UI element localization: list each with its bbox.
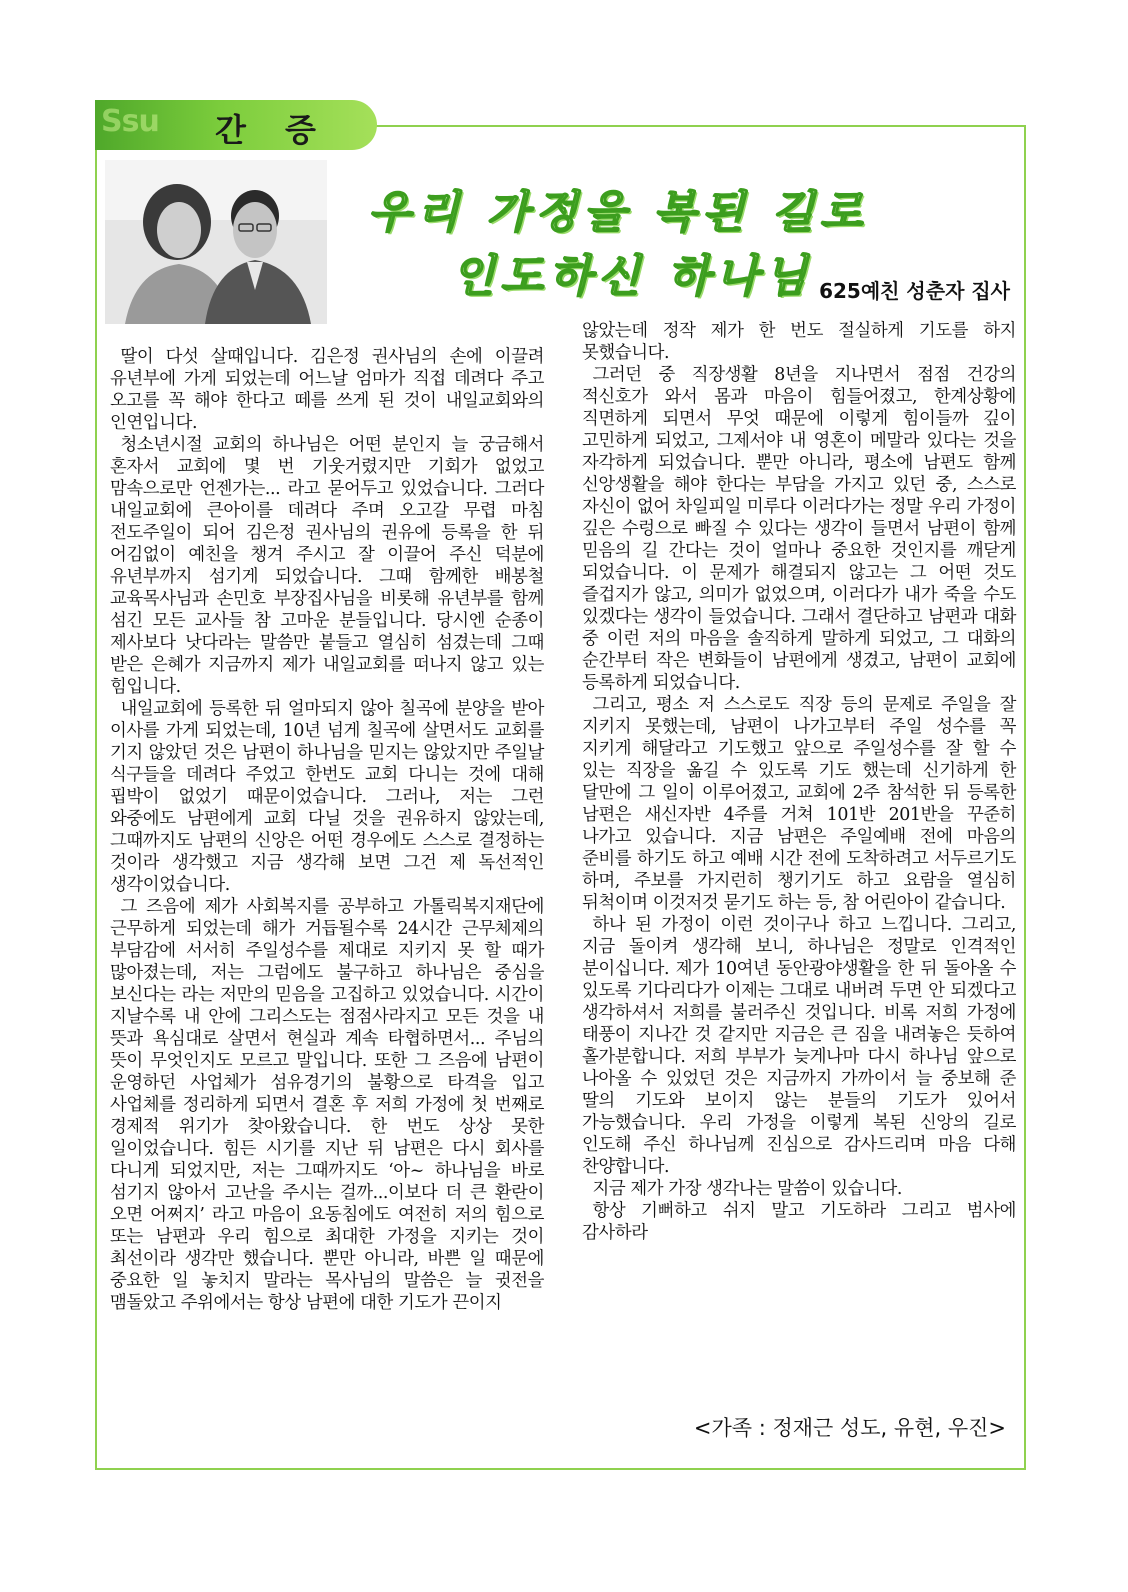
- author-byline: 625예친 성춘자 집사: [819, 279, 1010, 303]
- paragraph: 그리고, 평소 저 스스로도 직장 등의 문제로 주일을 잘 지키지 못했는데, 남편이 나가고부터 주일 성수를 꼭 지키게 해달라고 기도했고 앞으로 주일성수를 잘 할 수 있는 직장을 옮길 수 있도록 기도 했는데 신기하게 한 달만에 그 일이 이루어졌고, 교회에 2주 참석한 뒤 등록한 남편은 새신자반 4주를 거쳐 101반 201반을 꾸준히 나가고 있습니다. 지금 남편은 주일예배 전에 마음의 준비를 하기도 하고 예배 시간 전에 도착하려고 서두르기도 하며, 주보를 가지런히 챙기기도 하고 요람을 열심히 뒤척이며 이것저것 묻기도 하는 등, 참 어린아이 같습니다.: [582, 695, 1016, 913]
- left-column: [110, 346, 544, 1314]
- paragraph: 내일교회에 등록한 뒤 얼마되지 않아 칠곡에 분양을 받아 이사를 가게 되었는데, 10년 넘게 칠곡에 살면서도 교회를 기지 않았던 것은 남편이 하나님을 믿지는 않았지만 주일날 식구들을 데려다 주었고 한번도 교회 다니는 것에 대해 핍박이 없었기 때문이었습니다. 그러나, 저는 그런 와중에도 남편에게 교회 다닐 것을 권유하지 않았는데, 그때까지도 남편의 신앙은 어떤 경우에도 스스로 결정하는 것이라 생각했고 지금 생각해 보면 그건 제 독선적인 생각이었습니다.: [110, 699, 544, 895]
- paragraph: 하나 된 가정이 이런 것이구나 하고 느낍니다. 그리고, 지금 돌이켜 생각해 보니, 하나님은 정말로 인격적인 분이십니다. 제가 10여년 동안광야생활을 한 뒤 돌아올 수 있도록 기다리다가 이제는 그대로 내버려 두면 안 되겠다고 생각하셔서 저희를 불러주신 것입니다. 비록 저희 가정에 태풍이 지나간 것 같지만 지금은 큰 짐을 내려놓은 듯하여 홀가분합니다. 저희 부부가 늦게나마 다시 하나님 앞으로 나아올 수 있었던 것은 지금까지 가까이서 늘 중보해 준 딸의 기도와 보이지 않는 분들의 기도가 있어서 가능했습니다. 우리 가정을 이렇게 복된 신앙의 길로 인도해 주신 하나님께 진심으로 감사드리며 마음 다해 찬양합니다.: [582, 915, 1016, 1177]
- paragraph: 딸이 다섯 살때입니다. 김은정 권사님의 손에 이끌려 유년부에 가게 되었는데 어느날 엄마가 직접 데려다 주고 오고를 꼭 해야 한다고 떼를 쓰게 된 것이 내일교회와의 인연입니다.: [110, 347, 544, 433]
- paragraph: 지금 제가 가장 생각나는 말씀이 있습니다.: [592, 1179, 902, 1199]
- section-header: [95, 100, 377, 150]
- paragraph: 청소년시절 교회의 하나님은 어떤 분인지 늘 궁금해서 혼자서 교회에 몇 번 기웃거렸지만 기회가 없었고 맘속으로만 언젠가는... 라고 묻어두고 있었습니다. 그러다 내일교회에 큰아이를 데려다 주며 오고갈 무렵 마침 전도주일이 되어 김은정 권사님의 권유에 등록을 한 뒤 어김없이 예친을 챙겨 주시고 잘 이끌어 주신 덕분에 유년부까지 섬기게 되었습니다. 그때 함께한 배봉철 교육목사님과 손민호 부장집사님을 비롯해 유년부를 함께 섬긴 모든 교사들 참 고마운 분들입니다. 당시엔 순종이 제사보다 낫다라는 말씀만 붙들고 열심히 섬겼는데 그때 받은 은혜가 지금까지 제가 내일교회를 떠나지 않고 있는 힘입니다.: [110, 435, 544, 697]
- paragraph: 그러던 중 직장생활 8년을 지나면서 점점 건강의 적신호가 와서 몸과 마음이 힘들어졌고, 한계상황에 직면하게 되면서 무엇 때문에 이렇게 힘이들까 깊이 고민하게 되었고, 그제서야 내 영혼이 메말라 있다는 것을 자각하게 되었습니다. 뿐만 아니라, 평소에 남편도 함께 신앙생활을 해야 한다는 부담을 가지고 있던 중, 스스로 자신이 없어 차일피일 미루다 이러다가는 정말 우리 가정이 깊은 수렁으로 빠질 수 있다는 생각이 들면서 남편이 함께 믿음의 길 간다는 것이 얼마나 중요한 것인지를 깨닫게 되었습니다. 이 문제가 해결되지 않고는 그 어떤 것도 즐겁지가 않고, 의미가 없었으며, 이러다가 내가 죽을 수도 있겠다는 생각이 들었습니다. 그래서 결단하고 남편과 대화 중 이런 저의 마음을 솔직하게 말하게 되었고, 그 대화의 순간부터 작은 변화들이 남편에게 생겼고, 남편이 교회에 등록하게 되었습니다.: [582, 365, 1016, 693]
- right-column: [582, 320, 1016, 1244]
- couple-photo: [105, 160, 327, 324]
- article-title-line-1: 우리 가정을 복된 길로: [368, 187, 869, 238]
- photo-illustration: [105, 160, 327, 324]
- section-title: 간 증: [215, 111, 330, 149]
- section-header-decoration: Ssu: [101, 104, 159, 139]
- family-members: <가족 : 정재근 성도, 유현, 우진>: [693, 1416, 1006, 1440]
- paragraph: 항상 기뻐하고 쉬지 말고 기도하라 그리고 범사에 감사하라: [582, 1201, 1016, 1243]
- article-title-line-2: 인도하신 하나님: [452, 251, 813, 302]
- paragraph: 않았는데 정작 제가 한 번도 절실하게 기도를 하지 못했습니다.: [582, 321, 1016, 363]
- paragraph: 그 즈음에 제가 사회복지를 공부하고 가톨릭복지재단에 근무하게 되었는데 해가 거듭될수록 24시간 근무체제의 부담감에 서서히 주일성수를 제대로 지키지 못 할 때가 많아졌는데, 저는 그럼에도 불구하고 하나님은 중심을 보신다는 라는 저만의 믿음을 고집하고 있었습니다. 시간이 지날수록 내 안에 그리스도는 점점사라지고 모든 것을 내 뜻과 욕심대로 살면서 현실과 계속 타협하면서... 주님의 뜻이 무엇인지도 모르고 말입니다. 또한 그 즈음에 남편이 운영하던 사업체가 섬유경기의 불황으로 타격을 입고 사업체를 정리하게 되면서 결혼 후 저희 가정에 첫 번째로 경제적 위기가 찾아왔습니다. 한 번도 상상 못한 일이었습니다. 힘든 시기를 지난 뒤 남편은 다시 회사를 다니게 되었지만, 저는 그때까지도 ‘아~ 하나님을 바로 섬기지 않아서 고난을 주시는 걸까...이보다 더 큰 환란이 오면 어쩌지’ 라고 마음이 요동침에도 여전히 저의 힘으로 또는 남편과 우리 힘으로 최대한 가정을 지키는 것이 최선이라 생각만 했습니다. 뿐만 아니라, 바쁜 일 때문에 중요한 일 놓치지 말라는 목사님의 말씀은 늘 귓전을 맴돌았고 주위에서는 항상 남편에 대한 기도가 끈이지: [110, 897, 544, 1313]
